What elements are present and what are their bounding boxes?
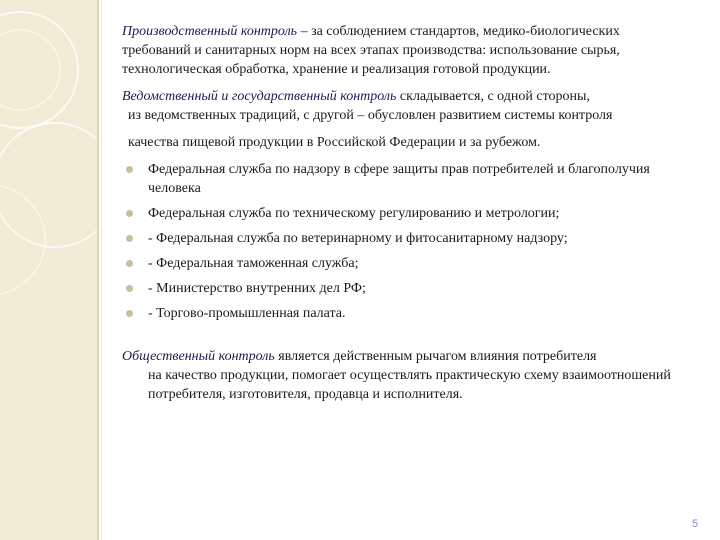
page-number: 5 — [692, 518, 699, 530]
term-public-control: Общественный контроль — [122, 349, 275, 364]
bullet-icon — [126, 235, 133, 242]
term-state-control: Ведомственный и государственный контроль — [122, 89, 397, 104]
list-item — [122, 254, 692, 273]
agencies-list — [122, 160, 692, 323]
paragraph-text: является действенным рычагом влияния потребителя — [274, 349, 597, 364]
list-item-text: - Федеральная таможенная служба; — [148, 256, 359, 271]
decorative-sidebar — [0, 0, 97, 540]
term-production-control: Производственный контроль — [122, 24, 298, 39]
list-item — [122, 279, 692, 298]
paragraph-state-control — [122, 87, 692, 125]
list-item-text: - Торгово-промышленная палата. — [148, 306, 346, 321]
list-item-text: Федеральная служба по техническому регулированию и метрологии; — [148, 206, 560, 221]
rings-decoration-icon — [0, 0, 97, 540]
bullet-icon — [126, 210, 133, 217]
bullet-icon — [126, 166, 133, 173]
paragraph-text: складывается, с одной стороны, — [396, 89, 590, 104]
list-item-text: - Министерство внутренних дел РФ; — [148, 281, 366, 296]
list-item — [122, 304, 692, 323]
list-item-text: Федеральная служба по надзору в сфере защиты прав потребителей и благополучия человека — [148, 162, 650, 196]
list-item — [122, 204, 692, 223]
paragraph-text: – за соблюдением стандартов, медико-биологических требований и санитарных норм на всех этапах производства: использование сырья, технологическая обработка, хранение и реализация готовой продукции. — [122, 24, 620, 77]
list-item-text: - Федеральная служба по ветеринарному и фитосанитарному надзору; — [148, 231, 568, 246]
list-item — [122, 229, 692, 248]
bullet-icon — [126, 285, 133, 292]
list-item — [122, 160, 692, 198]
slide-content — [122, 22, 692, 404]
sidebar-divider-inner — [101, 0, 102, 540]
paragraph-public-control — [122, 347, 692, 404]
bullet-icon — [126, 310, 133, 317]
sidebar-divider — [97, 0, 99, 540]
paragraph-production-control — [122, 22, 692, 79]
bullet-icon — [126, 260, 133, 267]
paragraph-text: качества пищевой продукции в Российской Федерации и за рубежом. — [128, 135, 541, 150]
paragraph-text: на качество продукции, помогает осуществлять практическую схему взаимоотношений потребителя, изготовителя, продавца и исполнителя. — [148, 368, 671, 402]
paragraph-text: из ведомственных традиций, с другой – обусловлен развитием системы контроля — [128, 108, 613, 123]
